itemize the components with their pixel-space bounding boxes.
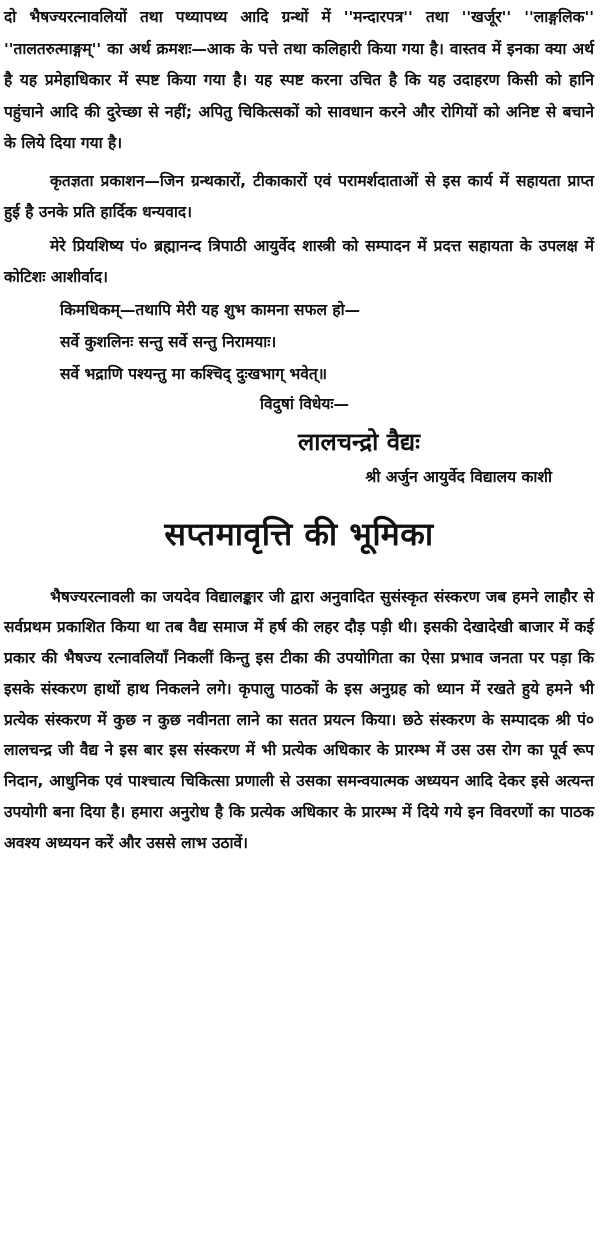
- seventh-edition-paragraph: भैषज्यरत्नावली का जयदेव विद्यालङ्कार जी द्वारा अनुवादित सुसंस्कृत संस्करण जब हमने लाहौर से सर्वप्रथम प्रकाशित किया था तब वैद्य समाज में हर्ष की लहर दौड़ पड़ी थी। इसकी देखादेखी बाजार में कई प्रकार की भैषज्य रत्नावलियाँ निकलीं किन्तु इस टीका की उपयोगिता का ऐसा प्रभाव जनता पर पड़ा कि इसके संस्करण हाथों हाथ निकलने लगे। कृपालु पाठकों के इस अनुग्रह को ध्यान में रखते हुये हमने भी प्रत्येक संस्करण में कुछ न कुछ नवीनता लाने का सतत प्रयत्न किया। छठे संस्करण के सम्पादक श्री पं० लालचन्द्र जी वैद्य ने इस बार इस संस्करण में भी प्रत्येक अधिकार के प्रारम्भ में उस उस रोग का पूर्व रूप निदान, आधुनिक एवं पाश्चात्य चिकित्सा प्रणाली से उसका समन्वयात्मक अध्ययन आदि देकर इसे अत्यन्त उपयोगी बना दिया है। हमारा अनुरोध है कि प्रत्येक अधिकार के प्रारम्भ में दिये गये इन विवरणों का पाठक अवश्य अध्ययन करें और उससे लाभ उठावें।: [4, 587, 594, 852]
- intro-paragraph: दो भैषज्यरत्नावलियों तथा पथ्यापथ्य आदि ग्रन्थों में ''मन्दारपत्र'' तथा ''खर्जूर'' ''लाङ्गलिक'' ''तालतरुत्माङ्गम्'' का अर्थ क्रमशः—आक के पत्ते तथा कलिहारी किया गया है। वास्तव में इनका क्या अर्थ है यह प्रमेहाधिकार में स्पष्ट किया गया है। यह स्पष्ट करना उचित है कि यह उदाहरण किसी को हानि पहुंचाने आदि की दुरेच्छा से नहीं; अपितु चिकित्सकों को सावधान करने और रोगियों को अनिष्ट से बचाने के लिये दिया गया है।: [4, 8, 594, 152]
- verse-line-1: सर्वे कुशलिनः सन्तु सर्वे सन्तु निरामयाः।: [60, 332, 277, 351]
- closing-salutation: विदुषां विधेयः—: [260, 394, 350, 413]
- verse-block: [4, 294, 594, 390]
- verse-heading: किमधिकम्—तथापि मेरी यह शुभ कामना सफल हो—: [60, 300, 361, 319]
- verse-line-2: सर्वे भद्राणि पश्यन्तु मा कश्चिद् दुःखभाग् भवेत्॥: [60, 364, 328, 383]
- author-affiliation: श्री अर्जुन आयुर्वेद विद्यालय काशी: [365, 467, 552, 486]
- disciple-paragraph: मेरे प्रियशिष्य पं० ब्रह्मानन्द त्रिपाठी आयुर्वेद शास्त्री को सम्पादन में प्रदत्त सहायता के उपलक्ष में कोटिशः आशीर्वाद।: [4, 236, 594, 286]
- seventh-edition-section: [4, 582, 594, 859]
- section-title: सप्तमावृत्ति की भूमिका: [164, 514, 434, 553]
- preface-end-section: [4, 0, 594, 492]
- author-signature: लालचन्द्रो वैद्यः: [297, 427, 421, 456]
- gratitude-paragraph: कृतज्ञता प्रकाशन—जिन ग्रन्थकारों, टीकाकारों एवं परामर्शदाताओं से इस कार्य में सहायता प्राप्त हुई है उनके प्रति हार्दिक धन्यवाद।: [4, 171, 594, 221]
